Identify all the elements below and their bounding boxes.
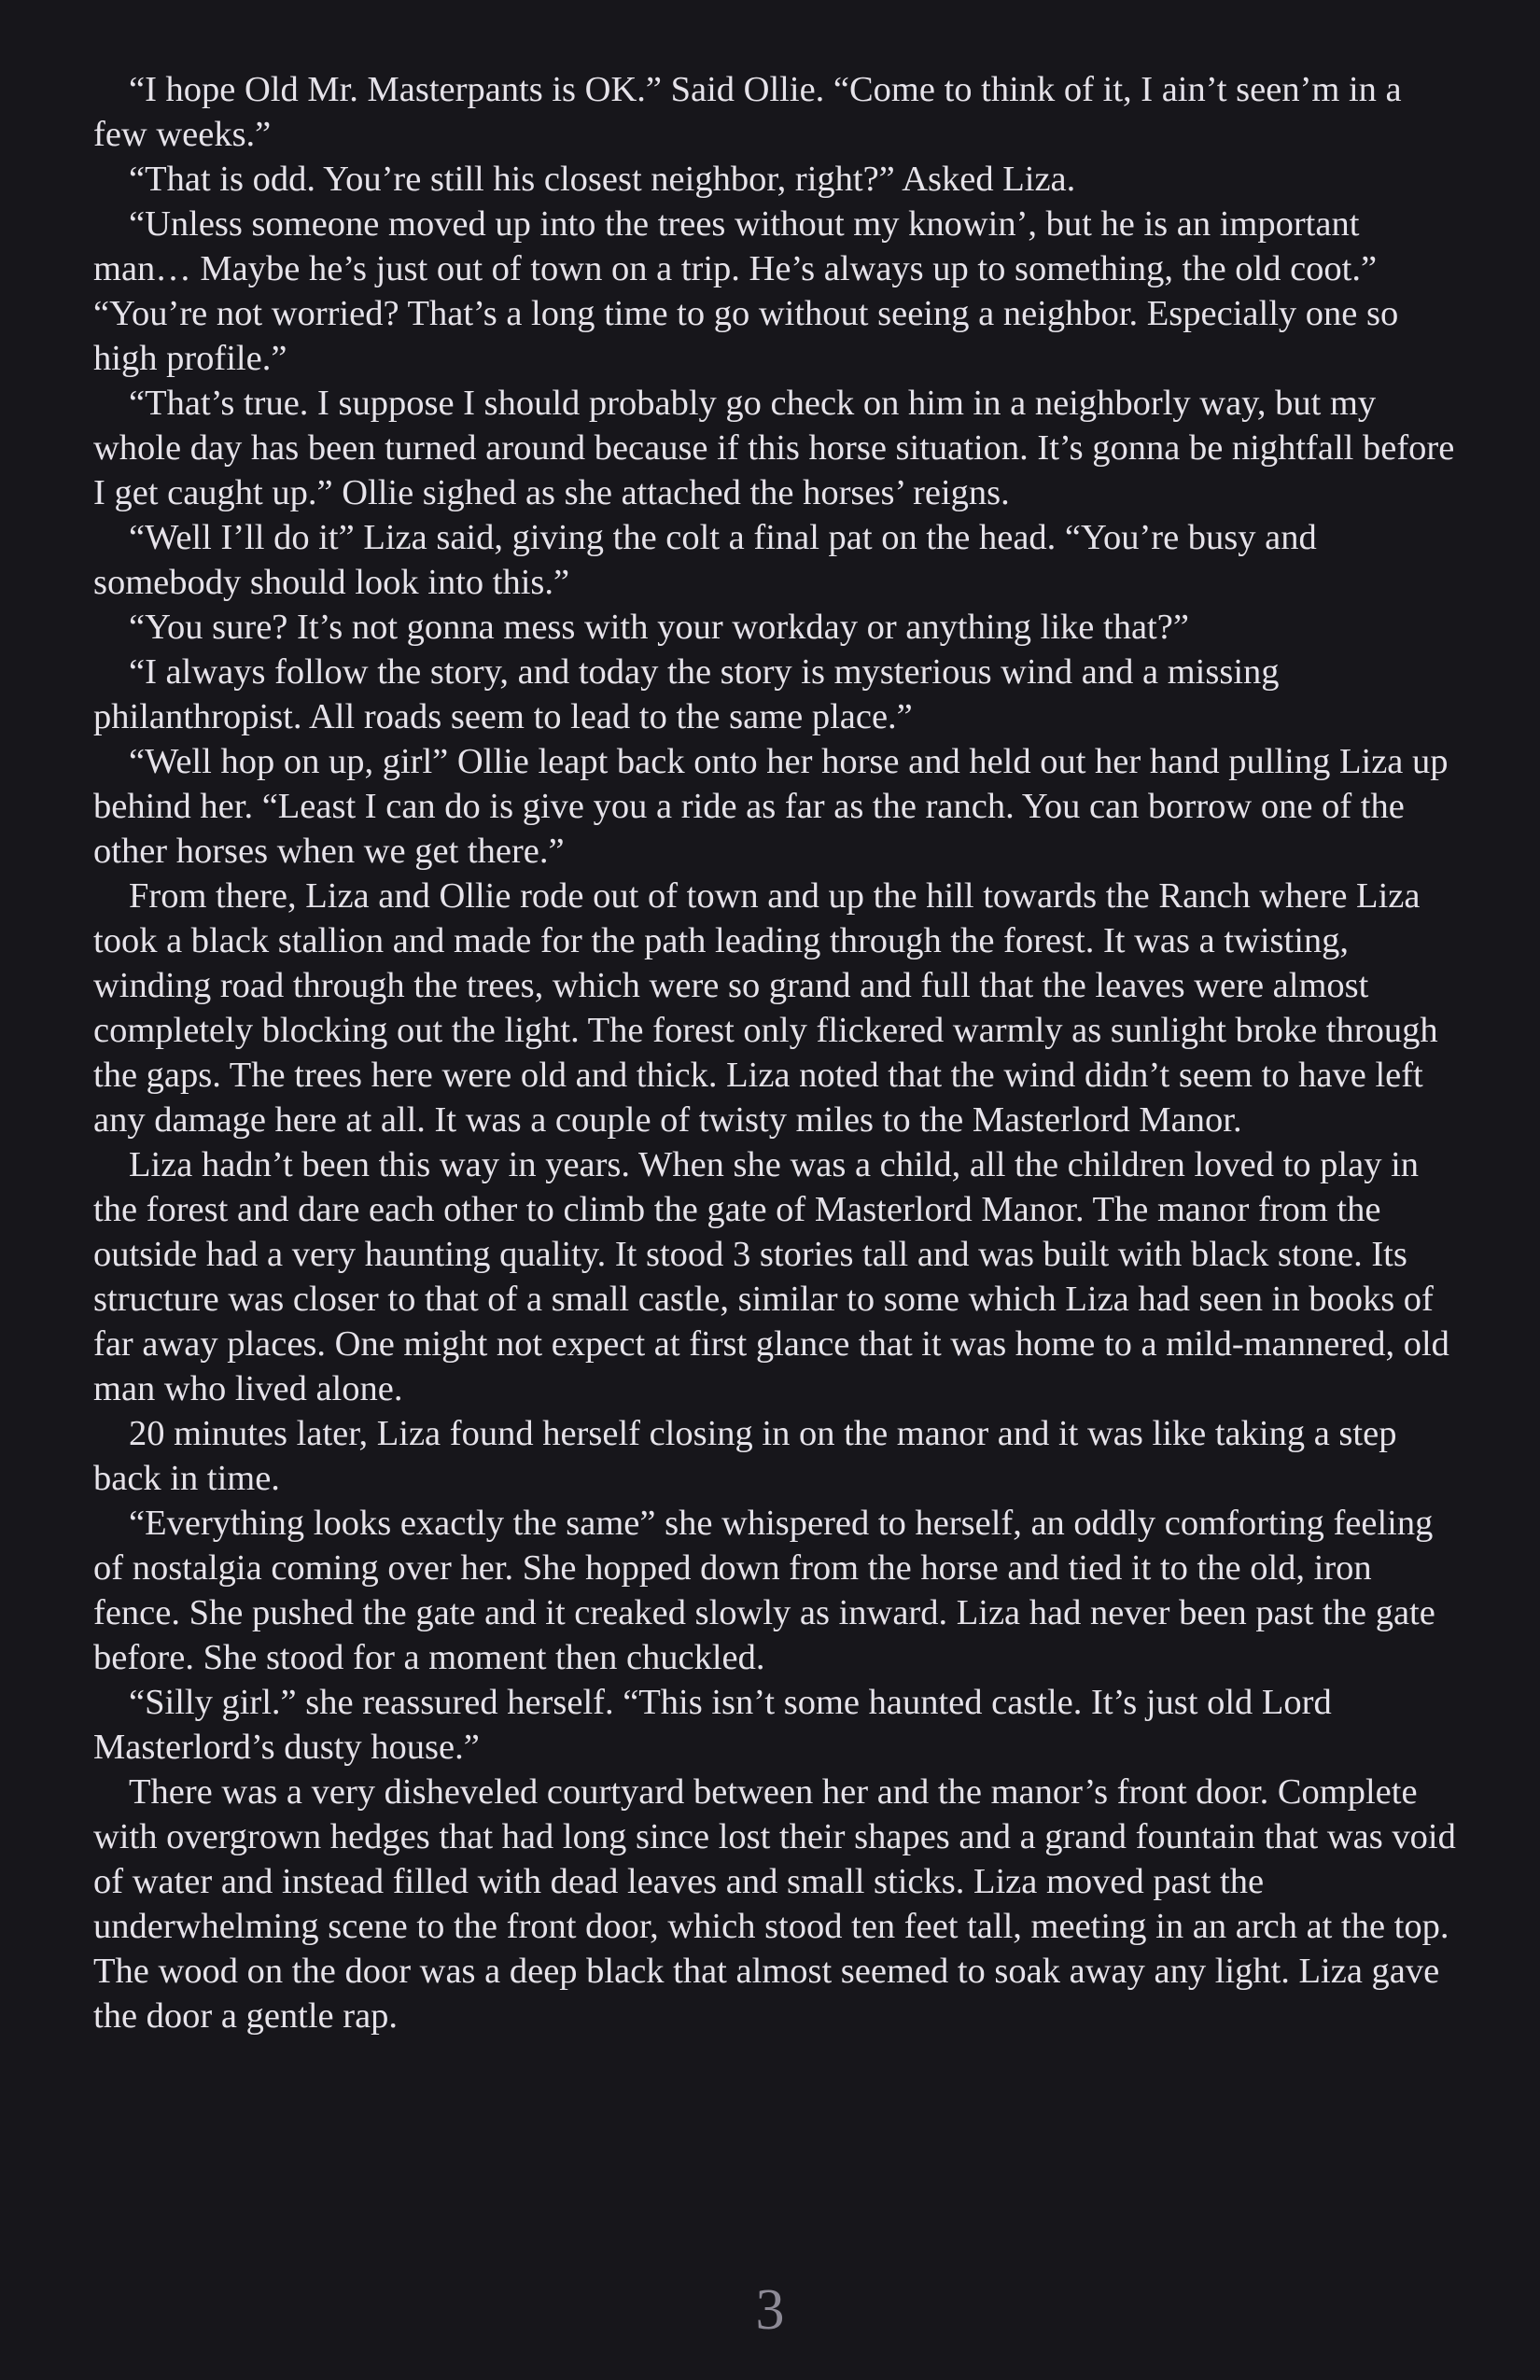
paragraph-2: “That is odd. You’re still his closest neighbor, right?” Asked Liza. <box>129 160 1076 199</box>
page-number: 3 <box>755 2278 785 2342</box>
body-text <box>93 67 1456 2038</box>
paragraph-4: “You’re not worried? That’s a long time to go without seeing a neighbor. Especially one so high profile.” <box>93 294 1399 378</box>
paragraph-9: “Well hop on up, girl” Ollie leapt back onto her horse and held out her hand pulling Liza up behind her. “Least I can do is give you a ride as far as the ranch. You can borrow one of the other horses when we get there.” <box>93 742 1449 871</box>
paragraph-5: “That’s true. I suppose I should probably go check on him in a neighborly way, but my whole day has been turned around because if this horse situation. It’s gonna be nightfall before I get caught up.” Ollie sighed as she attached the horses’ reigns. <box>93 384 1455 512</box>
paragraph-3: “Unless someone moved up into the trees without my knowin’, but he is an important man… Maybe he’s just out of town on a trip. He’s always up to something, the old coot.” <box>93 204 1378 288</box>
paragraph-1: “I hope Old Mr. Masterpants is OK.” Said Ollie. “Come to think of it, I ain’t seen’m in a few weeks.” <box>93 70 1402 154</box>
paragraph-10: From there, Liza and Ollie rode out of town and up the hill towards the Ranch where Liza took a black stallion and made for the path leading through the forest. It was a twisting, winding road through the trees, which were so grand and full that the leaves were almost completely blocking out the light. The forest only flickered warmly as sunlight broke through the gaps. The trees here were old and thick. Liza noted that the wind didn’t seem to have left any damage here at all. It was a couple of twisty miles to the Masterlord Manor. <box>93 876 1438 1140</box>
paragraph-11: Liza hadn’t been this way in years. When she was a child, all the children loved to play in the forest and dare each other to climb the gate of Masterlord Manor. The manor from the outside had a very haunting quality. It stood 3 stories tall and was built with black stone. Its structure was closer to that of a small castle, similar to some which Liza had seen in books of far away places. One might not expect at first glance that it was home to a mild-mannered, old man who lived alone. <box>93 1145 1449 1408</box>
paragraph-6: “Well I’ll do it” Liza said, giving the colt a final pat on the head. “You’re busy and somebody should look into this.” <box>93 518 1317 602</box>
paragraph-8: “I always follow the story, and today the story is mysterious wind and a missing philanthropist. All roads seem to lead to the same place.” <box>93 652 1280 736</box>
paragraph-14: “Silly girl.” she reassured herself. “This isn’t some haunted castle. It’s just old Lord Masterlord’s dusty house.” <box>93 1683 1332 1767</box>
paragraph-15: There was a very disheveled courtyard between her and the manor’s front door. Complete with overgrown hedges that had long since lost their shapes and a grand fountain that was void of water and instead filled with dead leaves and small sticks. Liza moved past the underwhelming scene to the front door, which stood ten feet tall, meeting in an arch at the top. The wood on the door was a deep black that almost seemed to soak away any light. Liza gave the door a gentle rap. <box>93 1772 1456 2036</box>
paragraph-7: “You sure? It’s not gonna mess with your workday or anything like that?” <box>129 608 1189 647</box>
paragraph-13: “Everything looks exactly the same” she whispered to herself, an oddly comforting feeling of nostalgia coming over her. She hopped down from the horse and tied it to the old, iron fence. She pushed the gate and it creaked slowly as inward. Liza had never been past the gate before. She stood for a moment then chuckled. <box>93 1504 1435 1677</box>
paragraph-12: 20 minutes later, Liza found herself closing in on the manor and it was like taking a step back in time. <box>93 1414 1397 1498</box>
